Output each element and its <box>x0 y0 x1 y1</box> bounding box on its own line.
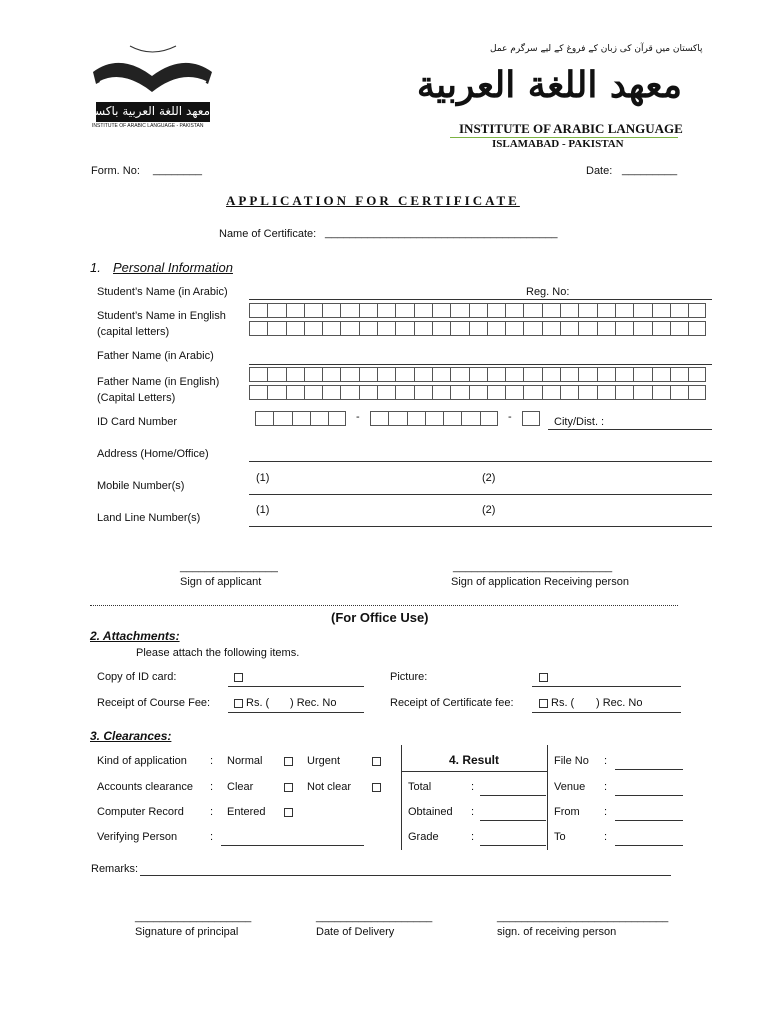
grid-cell[interactable] <box>652 303 670 318</box>
student-name-english-grid-row-1[interactable] <box>249 303 706 318</box>
urdu-tagline: پاکستان میں قرآن کی زبان کے فروغ کے لیے سرگرم عمل <box>490 44 703 54</box>
grid-cell[interactable] <box>249 367 267 382</box>
applicant-sign-label: Sign of applicant <box>180 576 262 588</box>
grid-cell[interactable] <box>652 367 670 382</box>
date-label: Date: <box>586 165 613 177</box>
grid-cell[interactable] <box>578 303 596 318</box>
grid-cell[interactable] <box>249 385 267 400</box>
venue-label: Venue <box>554 781 586 793</box>
obtained-field[interactable] <box>480 820 546 821</box>
grid-cell[interactable] <box>395 321 413 336</box>
father-name-english-label-1: Father Name (in English) <box>97 376 220 388</box>
grid-cell[interactable] <box>469 385 487 400</box>
grade-label: Grade <box>408 831 439 843</box>
not-clear-label: Not clear <box>307 781 352 793</box>
id-dash-2: - <box>508 411 512 423</box>
grid-cell[interactable] <box>480 411 498 426</box>
grid-cell[interactable] <box>292 411 310 426</box>
student-name-arabic-label: Student’s Name (in Arabic) <box>97 286 228 298</box>
grid-cell[interactable] <box>505 321 523 336</box>
result-right-border <box>547 745 548 850</box>
grid-cell[interactable] <box>542 321 560 336</box>
landline-1-marker: (1) <box>256 504 270 516</box>
receiver-sign-line[interactable]: __________________________ <box>453 561 613 573</box>
grid-cell[interactable] <box>633 385 651 400</box>
grid-cell[interactable] <box>249 321 267 336</box>
grid-cell[interactable] <box>359 321 377 336</box>
institute-name: INSTITUTE OF ARABIC LANGUAGE <box>459 121 683 136</box>
grid-cell[interactable] <box>670 321 688 336</box>
grid-cell[interactable] <box>273 411 291 426</box>
attachments-heading: 2. Attachments: <box>90 629 180 643</box>
clearances-heading: 3. Clearances: <box>90 729 172 743</box>
grid-cell[interactable] <box>322 385 340 400</box>
normal-checkbox[interactable] <box>284 757 293 766</box>
to-field[interactable] <box>615 845 683 846</box>
normal-label: Normal <box>227 755 263 767</box>
file-no-label: File No <box>554 755 589 767</box>
principal-sign-label: Signature of principal <box>135 926 239 938</box>
total-field[interactable] <box>480 795 546 796</box>
grid-cell[interactable] <box>395 303 413 318</box>
grid-cell[interactable] <box>522 411 540 426</box>
obtained-label: Obtained <box>408 806 453 818</box>
institute-location: ISLAMABAD - PAKISTAN <box>492 138 624 150</box>
grid-cell[interactable] <box>407 411 425 426</box>
clear-checkbox[interactable] <box>284 783 293 792</box>
id-card-grid-part-1[interactable] <box>255 411 346 426</box>
course-fee-rs: Rs. ( <box>246 697 270 709</box>
grid-cell[interactable] <box>377 385 395 400</box>
grid-cell[interactable] <box>432 367 450 382</box>
cert-fee-rs: Rs. ( <box>551 697 575 709</box>
grid-cell[interactable] <box>670 303 688 318</box>
grid-cell[interactable] <box>432 303 450 318</box>
grid-cell[interactable] <box>414 367 432 382</box>
grid-cell[interactable] <box>443 411 461 426</box>
id-card-label: ID Card Number <box>97 416 178 428</box>
id-card-copy-line <box>228 686 364 687</box>
grid-cell[interactable] <box>487 321 505 336</box>
grid-cell[interactable] <box>597 321 615 336</box>
date-field[interactable]: _________ <box>622 164 678 176</box>
landline-2-marker: (2) <box>482 504 496 516</box>
obtained-colon: : <box>471 806 475 818</box>
grid-cell[interactable] <box>414 321 432 336</box>
mobile-field[interactable] <box>249 494 712 495</box>
remarks-field[interactable] <box>140 875 671 876</box>
grid-cell[interactable] <box>633 303 651 318</box>
clear-label: Clear <box>227 781 254 793</box>
cert-fee-checkbox[interactable] <box>539 699 548 708</box>
student-name-english-label-2: (capital letters) <box>97 326 170 338</box>
mobile-2-marker: (2) <box>482 472 496 484</box>
entered-checkbox[interactable] <box>284 808 293 817</box>
city-field[interactable] <box>548 429 712 430</box>
grid-cell[interactable] <box>505 367 523 382</box>
grid-cell[interactable] <box>340 367 358 382</box>
attachments-instruction: Please attach the following items. <box>136 647 300 659</box>
grid-cell[interactable] <box>688 385 706 400</box>
total-label: Total <box>408 781 432 793</box>
father-name-english-grid-row-2[interactable] <box>249 385 706 400</box>
student-name-english-label-1: Student’s Name in English <box>97 310 226 322</box>
father-name-arabic-field[interactable] <box>249 364 712 365</box>
grid-cell[interactable] <box>377 303 395 318</box>
from-field[interactable] <box>615 820 683 821</box>
grid-cell[interactable] <box>578 367 596 382</box>
landline-label: Land Line Number(s) <box>97 512 201 524</box>
grid-cell[interactable] <box>304 303 322 318</box>
grid-cell[interactable] <box>286 385 304 400</box>
section-1-number: 1. <box>90 260 101 275</box>
grid-cell[interactable] <box>322 367 340 382</box>
verifying-label: Verifying Person <box>97 831 178 843</box>
course-fee-line[interactable] <box>228 712 364 713</box>
kind-colon: : <box>210 755 214 767</box>
computer-record-label: Computer Record <box>97 806 184 818</box>
from-label: From <box>554 806 580 818</box>
principal-sign-line[interactable]: ___________________ <box>135 911 252 923</box>
picture-checkbox[interactable] <box>539 673 548 682</box>
father-name-english-label-2: (Capital Letters) <box>97 392 176 404</box>
father-name-english-grid-row-1[interactable] <box>249 367 706 382</box>
grid-cell[interactable] <box>469 367 487 382</box>
reg-no-label: Reg. No: <box>526 286 570 298</box>
city-label: City/Dist. : <box>554 416 605 428</box>
grid-cell[interactable] <box>523 367 541 382</box>
grid-cell[interactable] <box>652 385 670 400</box>
receiving-sign-label: sign. of receiving person <box>497 926 617 938</box>
grid-cell[interactable] <box>450 321 468 336</box>
landline-field[interactable] <box>249 526 712 527</box>
grid-cell[interactable] <box>578 321 596 336</box>
address-label: Address (Home/Office) <box>97 448 209 460</box>
grid-cell[interactable] <box>450 385 468 400</box>
grid-cell[interactable] <box>249 303 267 318</box>
grade-colon: : <box>471 831 475 843</box>
id-card-grid-part-3[interactable] <box>522 411 540 426</box>
grid-cell[interactable] <box>304 367 322 382</box>
grid-cell[interactable] <box>267 367 285 382</box>
mobile-label: Mobile Number(s) <box>97 480 185 492</box>
cert-fee-rec-no: ) Rec. No <box>596 697 643 709</box>
grid-cell[interactable] <box>542 385 560 400</box>
grid-cell[interactable] <box>670 385 688 400</box>
grid-cell[interactable] <box>652 321 670 336</box>
grid-cell[interactable] <box>597 385 615 400</box>
id-card-copy-checkbox[interactable] <box>234 673 243 682</box>
grid-cell[interactable] <box>370 411 388 426</box>
id-card-copy-label: Copy of ID card: <box>97 671 177 683</box>
not-clear-checkbox[interactable] <box>372 783 381 792</box>
grid-cell[interactable] <box>340 321 358 336</box>
grid-cell[interactable] <box>388 411 406 426</box>
form-no-field[interactable]: ________ <box>153 164 202 176</box>
grid-cell[interactable] <box>615 303 633 318</box>
grid-cell[interactable] <box>414 303 432 318</box>
grid-cell[interactable] <box>359 367 377 382</box>
grid-cell[interactable] <box>542 303 560 318</box>
certificate-name-label: Name of Certificate: <box>219 228 317 240</box>
delivery-date-line[interactable]: ___________________ <box>316 911 433 923</box>
grid-cell[interactable] <box>633 367 651 382</box>
grid-cell[interactable] <box>267 385 285 400</box>
accounts-label: Accounts clearance <box>97 781 193 793</box>
grid-cell[interactable] <box>432 385 450 400</box>
grid-cell[interactable] <box>286 367 304 382</box>
grid-cell[interactable] <box>377 321 395 336</box>
page-title: APPLICATION FOR CERTIFICATE <box>226 193 520 208</box>
address-field[interactable] <box>249 461 712 462</box>
grid-cell[interactable] <box>425 411 443 426</box>
grid-cell[interactable] <box>322 303 340 318</box>
grid-cell[interactable] <box>560 367 578 382</box>
office-use-heading: (For Office Use) <box>331 610 429 625</box>
student-name-arabic-field[interactable] <box>249 299 712 300</box>
grid-cell[interactable] <box>450 303 468 318</box>
to-label: To <box>554 831 566 843</box>
grid-cell[interactable] <box>505 303 523 318</box>
grid-cell[interactable] <box>304 385 322 400</box>
grid-cell[interactable] <box>487 385 505 400</box>
arabic-calligraphy-title: معهد اللغة العربية <box>416 64 682 106</box>
to-colon: : <box>604 831 608 843</box>
id-card-grid-part-2[interactable] <box>370 411 498 426</box>
course-fee-rec-no: ) Rec. No <box>290 697 337 709</box>
grid-cell[interactable] <box>615 385 633 400</box>
grid-cell[interactable] <box>560 303 578 318</box>
dotted-separator <box>90 605 678 606</box>
grid-cell[interactable] <box>505 385 523 400</box>
result-heading: 4. Result <box>449 753 500 767</box>
grid-cell[interactable] <box>310 411 328 426</box>
grid-cell[interactable] <box>633 321 651 336</box>
file-no-field[interactable] <box>615 769 683 770</box>
picture-line <box>532 686 681 687</box>
from-colon: : <box>604 806 608 818</box>
grid-cell[interactable] <box>542 367 560 382</box>
grid-cell[interactable] <box>359 303 377 318</box>
receiver-sign-label: Sign of application Receiving person <box>451 576 629 588</box>
grid-cell[interactable] <box>615 367 633 382</box>
grid-cell[interactable] <box>487 367 505 382</box>
venue-colon: : <box>604 781 608 793</box>
grid-cell[interactable] <box>560 385 578 400</box>
grid-cell[interactable] <box>688 367 706 382</box>
grid-cell[interactable] <box>322 321 340 336</box>
grid-cell[interactable] <box>267 303 285 318</box>
logo-english-caption: INSTITUTE OF ARABIC LANGUAGE - PAKISTAN <box>92 123 204 129</box>
grid-cell[interactable] <box>578 385 596 400</box>
grid-cell[interactable] <box>523 321 541 336</box>
accounts-colon: : <box>210 781 214 793</box>
cert-fee-line[interactable] <box>532 712 681 713</box>
grid-cell[interactable] <box>359 385 377 400</box>
grid-cell[interactable] <box>395 367 413 382</box>
course-fee-checkbox[interactable] <box>234 699 243 708</box>
urgent-checkbox[interactable] <box>372 757 381 766</box>
grid-cell[interactable] <box>286 321 304 336</box>
grid-cell[interactable] <box>450 367 468 382</box>
applicant-sign-line[interactable]: ________________ <box>180 561 278 573</box>
grid-cell[interactable] <box>304 321 322 336</box>
grid-cell[interactable] <box>487 303 505 318</box>
file-no-colon: : <box>604 755 608 767</box>
grid-cell[interactable] <box>328 411 346 426</box>
grid-cell[interactable] <box>432 321 450 336</box>
grid-cell[interactable] <box>597 303 615 318</box>
picture-label: Picture: <box>390 671 428 683</box>
section-1-heading: Personal Information <box>113 260 233 275</box>
entered-label: Entered <box>227 806 266 818</box>
verifying-field[interactable] <box>221 845 364 846</box>
result-heading-rule <box>402 771 547 772</box>
father-name-arabic-label: Father Name (in Arabic) <box>97 350 214 362</box>
grid-cell[interactable] <box>340 385 358 400</box>
student-name-english-grid-row-2[interactable] <box>249 321 706 336</box>
grid-cell[interactable] <box>597 367 615 382</box>
urgent-label: Urgent <box>307 755 341 767</box>
remarks-label: Remarks: <box>91 863 139 875</box>
form-no-label: Form. No: <box>91 165 140 177</box>
receiving-sign-line[interactable]: ____________________________ <box>497 911 669 923</box>
result-left-border <box>401 745 402 850</box>
grid-cell[interactable] <box>560 321 578 336</box>
grid-cell[interactable] <box>286 303 304 318</box>
delivery-date-label: Date of Delivery <box>316 926 395 938</box>
computer-colon: : <box>210 806 214 818</box>
grid-cell[interactable] <box>395 385 413 400</box>
course-fee-label: Receipt of Course Fee: <box>97 697 211 709</box>
total-colon: : <box>471 781 475 793</box>
grid-cell[interactable] <box>688 321 706 336</box>
kind-label: Kind of application <box>97 755 187 767</box>
grid-cell[interactable] <box>469 303 487 318</box>
grid-cell[interactable] <box>340 303 358 318</box>
grid-cell[interactable] <box>377 367 395 382</box>
institute-logo <box>79 44 216 130</box>
grid-cell[interactable] <box>615 321 633 336</box>
grid-cell[interactable] <box>461 411 479 426</box>
grid-cell[interactable] <box>255 411 273 426</box>
id-dash-1: - <box>356 411 360 423</box>
venue-field[interactable] <box>615 795 683 796</box>
logo-arabic-caption: معهد اللغة العربية باكستان <box>79 104 210 118</box>
grid-cell[interactable] <box>688 303 706 318</box>
cert-fee-label: Receipt of Certificate fee: <box>390 697 514 709</box>
grid-cell[interactable] <box>469 321 487 336</box>
grade-field[interactable] <box>480 845 546 846</box>
verifying-colon: : <box>210 831 214 843</box>
mobile-1-marker: (1) <box>256 472 270 484</box>
grid-cell[interactable] <box>267 321 285 336</box>
certificate-name-field[interactable]: ______________________________________ <box>325 227 558 239</box>
grid-cell[interactable] <box>670 367 688 382</box>
grid-cell[interactable] <box>523 303 541 318</box>
grid-cell[interactable] <box>523 385 541 400</box>
grid-cell[interactable] <box>414 385 432 400</box>
